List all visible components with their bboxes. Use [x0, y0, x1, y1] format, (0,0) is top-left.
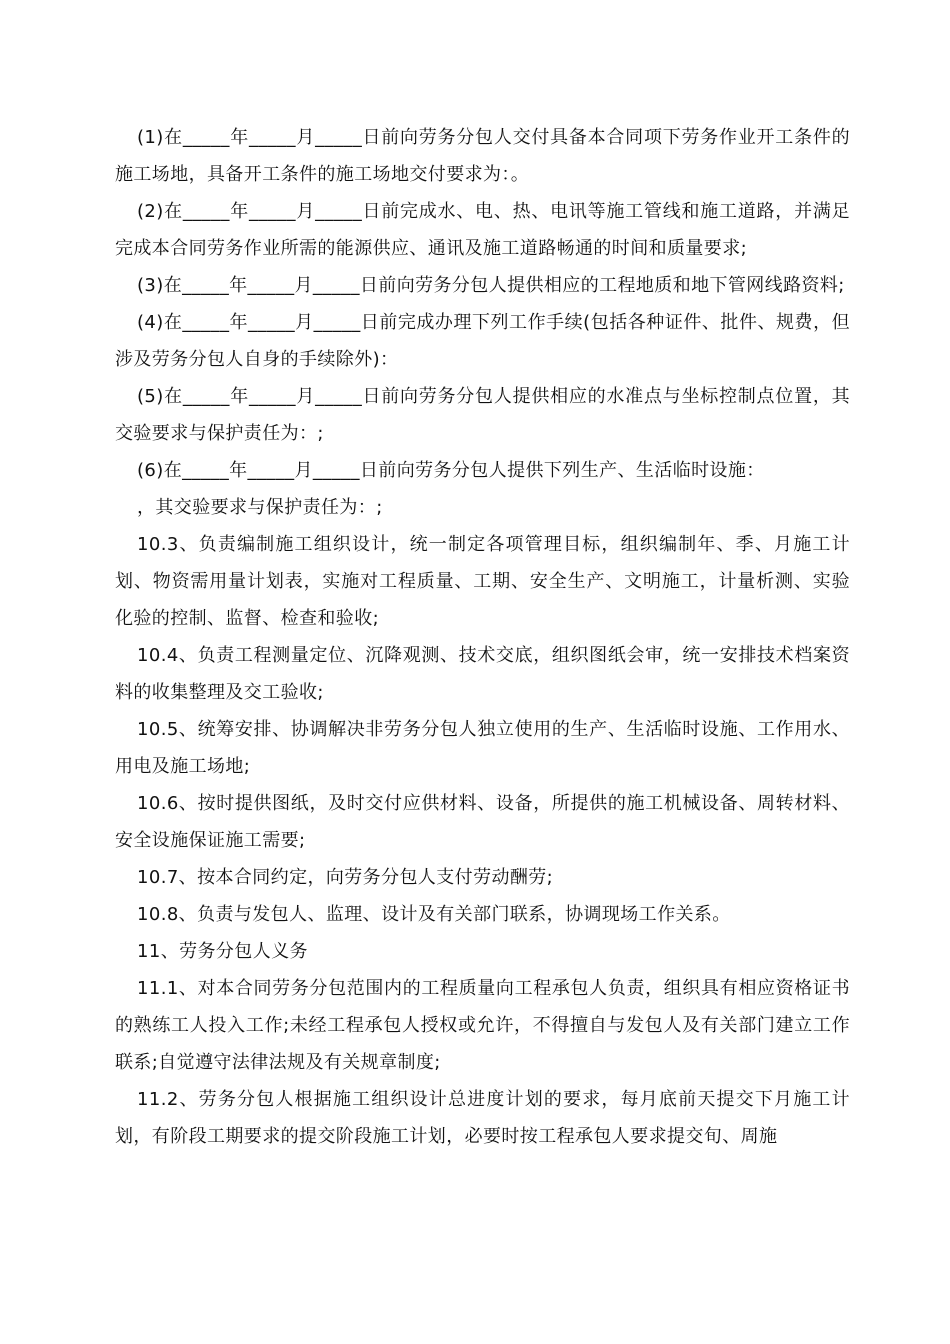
clause-10-7: 10.7、按本合同约定，向劳务分包人支付劳动酬劳; — [137, 867, 554, 888]
clause-5: (5)在_____年_____月_____日前向劳务分包人提供相应的水准点与坐标控制点位置，其交验要求与保护责任为：; — [115, 386, 850, 444]
clause-10-8: 10.8、负责与发包人、监理、设计及有关部门联系，协调现场工作关系。 — [137, 904, 731, 925]
clause-6-continuation: ，其交验要求与保护责任为：; — [137, 497, 383, 518]
clause-4: (4)在_____年_____月_____日前完成办理下列工作手续(包括各种证件、批件、规费，但涉及劳务分包人自身的手续除外)： — [115, 312, 850, 370]
section-11-heading: 11、劳务分包人义务 — [137, 941, 308, 962]
clause-10-6: 10.6、按时提供图纸，及时交付应供材料、设备，所提供的施工机械设备、周转材料、安全设施保证施工需要; — [115, 793, 850, 851]
clause-10-5: 10.5、统筹安排、协调解决非劳务分包人独立使用的生产、生活临时设施、工作用水、用电及施工场地; — [115, 719, 850, 777]
clause-11-1: 11.1、对本合同劳务分包范围内的工程质量向工程承包人负责，组织具有相应资格证书的熟练工人投入工作;未经工程承包人授权或允许，不得擅自与发包人及有关部门建立工作联系;自觉遵守法律法规及有关规章制度; — [115, 978, 850, 1073]
document-page — [115, 119, 850, 1155]
clause-1: (1)在_____年_____月_____日前向劳务分包人交付具备本合同项下劳务作业开工条件的施工场地，具备开工条件的施工场地交付要求为：。 — [115, 127, 850, 185]
clause-3: (3)在_____年_____月_____日前向劳务分包人提供相应的工程地质和地下管网线路资料; — [137, 275, 845, 296]
clause-10-3: 10.3、负责编制施工组织设计，统一制定各项管理目标，组织编制年、季、月施工计划、物资需用量计划表，实施对工程质量、工期、安全生产、文明施工，计量析测、实验化验的控制、监督、检查和验收; — [115, 534, 850, 629]
clause-2: (2)在_____年_____月_____日前完成水、电、热、电讯等施工管线和施工道路，并满足完成本合同劳务作业所需的能源供应、通讯及施工道路畅通的时间和质量要求; — [115, 201, 850, 259]
clause-10-4: 10.4、负责工程测量定位、沉降观测、技术交底，组织图纸会审，统一安排技术档案资料的收集整理及交工验收; — [115, 645, 850, 703]
clause-11-2: 11.2、劳务分包人根据施工组织设计总进度计划的要求，每月底前天提交下月施工计划，有阶段工期要求的提交阶段施工计划，必要时按工程承包人要求提交旬、周施 — [115, 1089, 850, 1147]
clause-6: (6)在_____年_____月_____日前向劳务分包人提供下列生产、生活临时设施： — [137, 460, 765, 481]
